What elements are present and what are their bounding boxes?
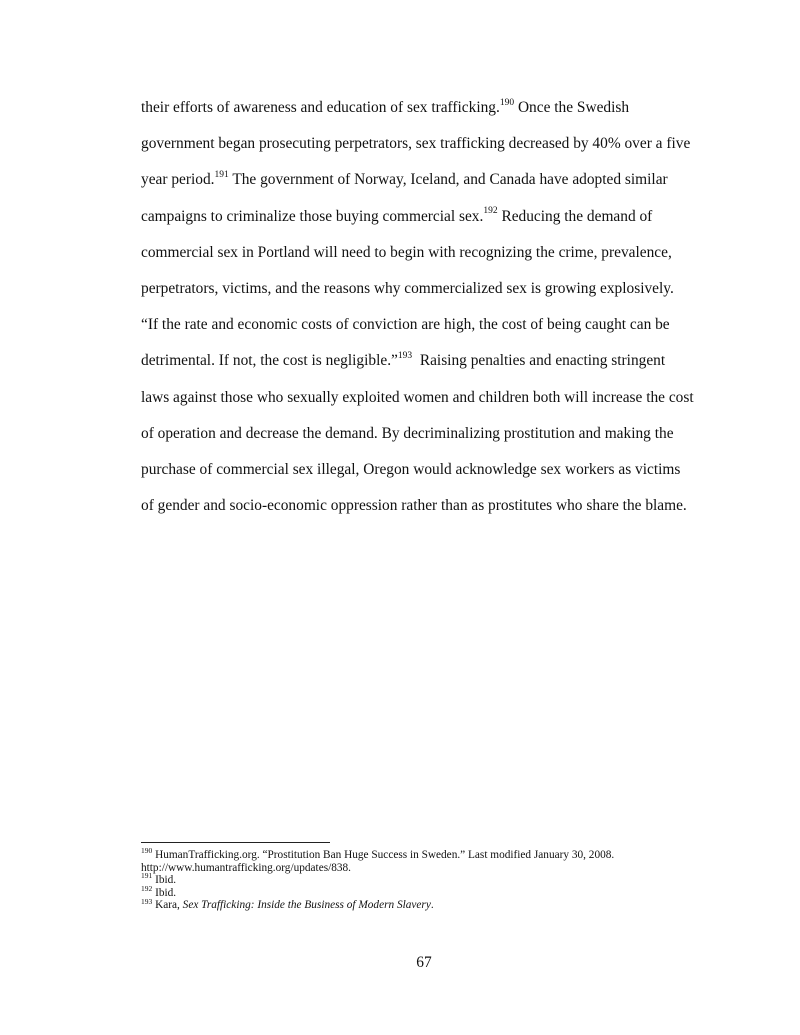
footnote-separator <box>141 842 330 843</box>
text-line: of operation and decrease the demand. By decriminalizing prostitution and making the <box>141 424 674 442</box>
text-line: government began prosecuting perpetrators, sex trafficking decreased by 40% over a five <box>141 135 691 153</box>
footnote-ref-192: 192 <box>483 206 498 217</box>
footnote-193: $^{193}$ Kara, Sex Trafficking: Inside the Business of Modern Slavery. <box>141 896 434 912</box>
text-line: their efforts of awareness and education of sex trafficking.$^{190}$ Once the Swedish <box>141 97 630 116</box>
body-text <box>141 90 731 524</box>
text-line: laws against those who sexually exploited women and children both will increase the cost <box>141 388 694 406</box>
footnote-192: $^{192}$ Ibid. <box>141 884 177 899</box>
footnote-191: $^{191}$ Ibid. <box>141 871 177 887</box>
text-line: detrimental. If not, the cost is negligible.”$^{193}$ Raising penalties and enacting stringent <box>141 351 666 370</box>
footnote-ref-191: 191 <box>214 170 229 181</box>
text-line: campaigns to criminalize those buying commercial sex.$^{192}$ Reducing the demand of <box>141 206 653 225</box>
text-line: “If the rate and economic costs of conviction are high, the cost of being caught can be <box>141 316 670 334</box>
footnotes <box>141 846 741 912</box>
text-line: year period.$^{191}$ The government of Norway, Iceland, and Canada have adopted similar <box>141 170 668 189</box>
page-number: 67 <box>416 954 432 971</box>
footnote-ref-190: 190 <box>499 97 515 108</box>
book-title: Sex Trafficking: Inside the Business of Modern Slavery <box>182 899 431 912</box>
footnote-ref-193: 193 <box>397 351 413 362</box>
text-line: of gender and socio-economic oppression rather than as prostitutes who share the blame. <box>141 497 687 515</box>
text-line: purchase of commercial sex illegal, Oregon would acknowledge sex workers as victims <box>141 460 681 478</box>
footnote-190: $^{190}$ HumanTrafficking.org. “Prostitution Ban Huge Success in Sweden.” Last modified January 30, 2008. <box>141 846 615 861</box>
text-line: perpetrators, victims, and the reasons why commercialized sex is growing explosively. <box>141 279 674 297</box>
footnote-190-url: http://www.humantrafficking.org/updates/838. <box>141 861 352 874</box>
text-line: commercial sex in Portland will need to begin with recognizing the crime, prevalence, <box>141 243 672 261</box>
